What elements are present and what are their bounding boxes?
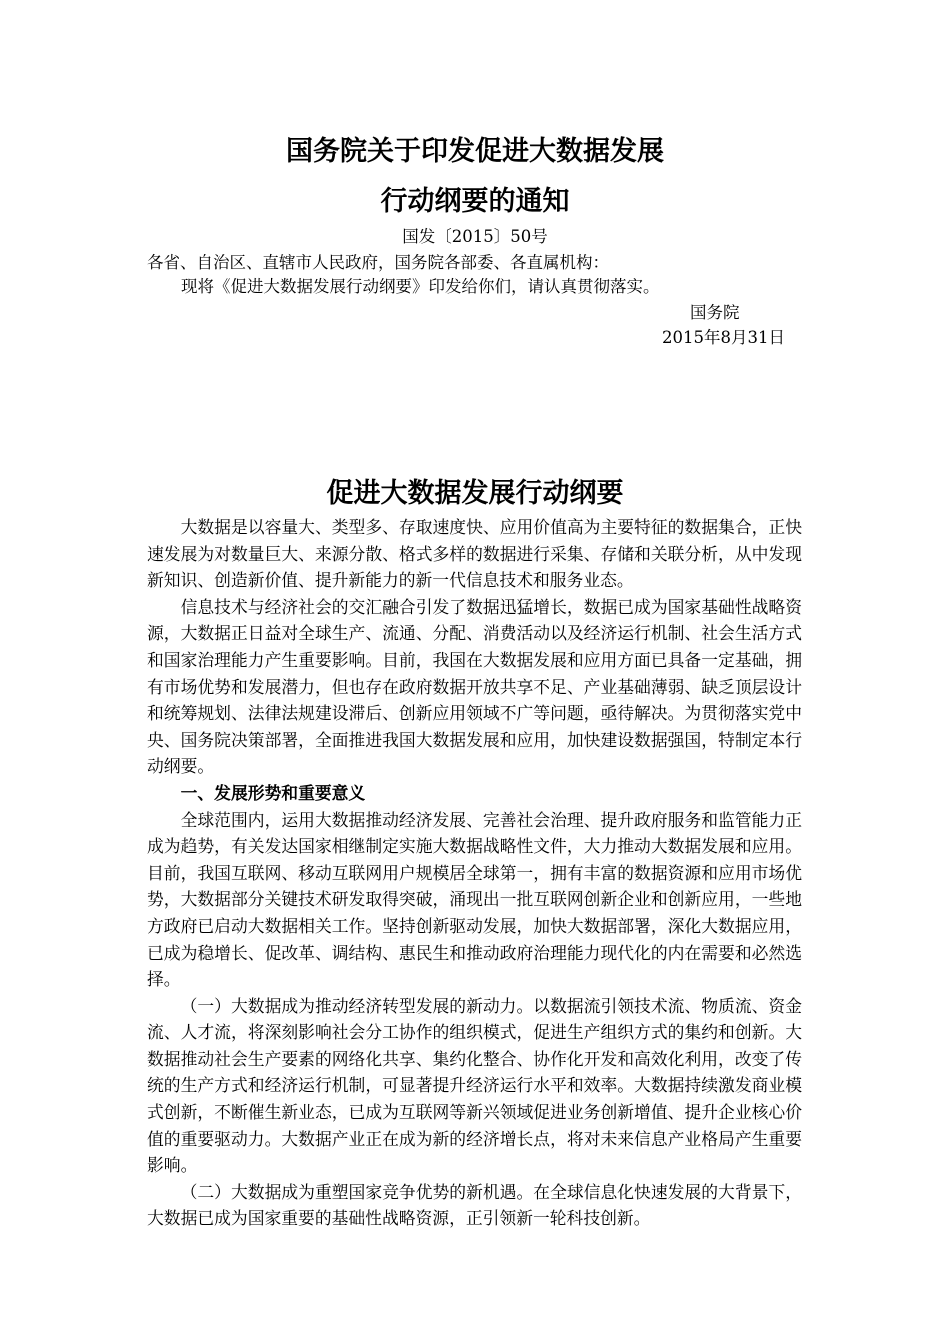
notice-title-line-1: 国务院关于印发促进大数据发展 xyxy=(286,136,664,167)
intro-paragraph-2: 信息技术与经济社会的交汇融合引发了数据迅猛增长，数据已成为国家基础性战略资源，大数据正日益对全球生产、流通、分配、消费活动以及经济运行机制、社会生活方式和国家治理能力产生重要影响。目前，我国在大数据发展和应用方面已具备一定基础，拥有市场优势和发展潜力，但也存在政府数据开放共享不足、产业基础薄弱、缺乏顶层设计和统筹规划、法律法规建设滞后、创新应用领域不广等问题，亟待解决。为贯彻落实党中央、国务院决策部署，全面推进我国大数据发展和应用，加快建设数据强国，特制定本行动纲要。 xyxy=(147,596,802,777)
subsection-2-lead: （二）大数据成为重塑国家竞争优势的新机遇。 xyxy=(180,1181,534,1202)
subsection-2-paragraph xyxy=(147,1179,802,1232)
outline-body xyxy=(147,514,802,1232)
issuer: 国务院 xyxy=(690,303,740,322)
document-number: 国发〔2015〕50号 xyxy=(402,227,548,246)
section-1-heading: 一、发展形势和重要意义 xyxy=(180,782,366,803)
recipients: 各省、自治区、直辖市人民政府，国务院各部委、各直属机构： xyxy=(147,253,609,272)
subsection-2-text: 在全球信息化快速发展的大背景下，大数据已成为国家重要的基础性战略资源，正引领新一轮科技创新。 xyxy=(147,1181,802,1229)
subsection-1-text: 以数据流引领技术流、物质流、资金流、人才流，将深刻影响社会分工协作的组织模式，促进生产组织方式的集约和创新。大数据推动社会生产要素的网络化共享、集约化整合、协作化开发和高效化利用，改变了传统的生产方式和经济运行机制，可显著提升经济运行水平和效率。大数据持续激发商业模式创新，不断催生新业态，已成为互联网等新兴领域促进业务创新增值、提升企业核心价值的重要驱动力。大数据产业正在成为新的经济增长点，将对未来信息产业格局产生重要影响。 xyxy=(147,995,802,1176)
intro-paragraph-1: 大数据是以容量大、类型多、存取速度快、应用价值高为主要特征的数据集合，正快速发展为对数量巨大、来源分散、格式多样的数据进行采集、存储和关联分析，从中发现新知识、创造新价值、提升新能力的新一代信息技术和服务业态。 xyxy=(147,517,802,591)
notice-title-line-2: 行动纲要的通知 xyxy=(380,186,570,217)
subsection-1-lead: （一）大数据成为推动经济转型发展的新动力。 xyxy=(180,995,534,1016)
subsection-1-paragraph xyxy=(147,993,802,1179)
section-1-paragraph: 全球范围内，运用大数据推动经济发展、完善社会治理、提升政府服务和监管能力正成为趋势，有关发达国家相继制定实施大数据战略性文件，大力推动大数据发展和应用。目前，我国互联网、移动互联网用户规模居全球第一，拥有丰富的数据资源和应用市场优势，大数据部分关键技术研发取得突破，涌现出一批互联网创新企业和创新应用，一些地方政府已启动大数据相关工作。坚持创新驱动发展，加快大数据部署，深化大数据应用，已成为稳增长、促改革、调结构、惠民生和推动政府治理能力现代化的内在需要和必然选择。 xyxy=(147,809,802,990)
notice-body: 现将《促进大数据发展行动纲要》印发给你们，请认真贯彻落实。 xyxy=(181,277,660,296)
issue-date: 2015年8月31日 xyxy=(662,328,785,347)
outline-title: 促进大数据发展行动纲要 xyxy=(326,478,624,509)
